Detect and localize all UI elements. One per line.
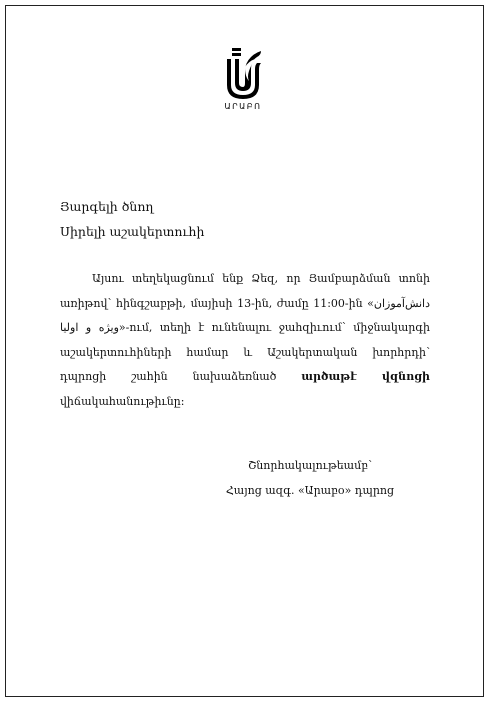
letter-body <box>60 267 430 414</box>
body-part-1: Այսու տեղեկացնում ենք Ձեզ, որ Յամբարձման տոնի առիթով՝ հինգշաբթի, մայիսի 13-ին, ժամը 11:00-ին « <box>60 272 430 310</box>
school-logo <box>218 47 268 119</box>
logo-text: ԱՐԱԲՈ <box>224 102 262 111</box>
body-bold-phrase: արծաթէ վզնոցի <box>301 370 430 383</box>
arabo-logo-icon <box>223 47 263 101</box>
signoff <box>200 453 420 503</box>
salutation-parent: Յարգելի ծնող <box>60 199 154 214</box>
signoff-school: Հայոց ազգ. «Արաբօ» դպրոց <box>225 484 395 497</box>
body-part-3: վիճակահանութիւնը։ <box>60 394 185 408</box>
body-part-2: »-ում, տեղի է ունենալու ջահզիւում՝ միջնակարգի աշակերտուհիների համար և Աշակերտական խորհրդի՝ դպրոցի շահին նախաձեռնած <box>60 321 430 383</box>
signoff-thanks: Շնորհակալութեամբ՝ <box>247 459 372 472</box>
salutation-student: Սիրելի աշակերտուհի <box>60 224 205 239</box>
salutation <box>60 194 204 244</box>
persian-venue-name: دانش‌آموزان ویژه و اولیا <box>60 296 430 334</box>
